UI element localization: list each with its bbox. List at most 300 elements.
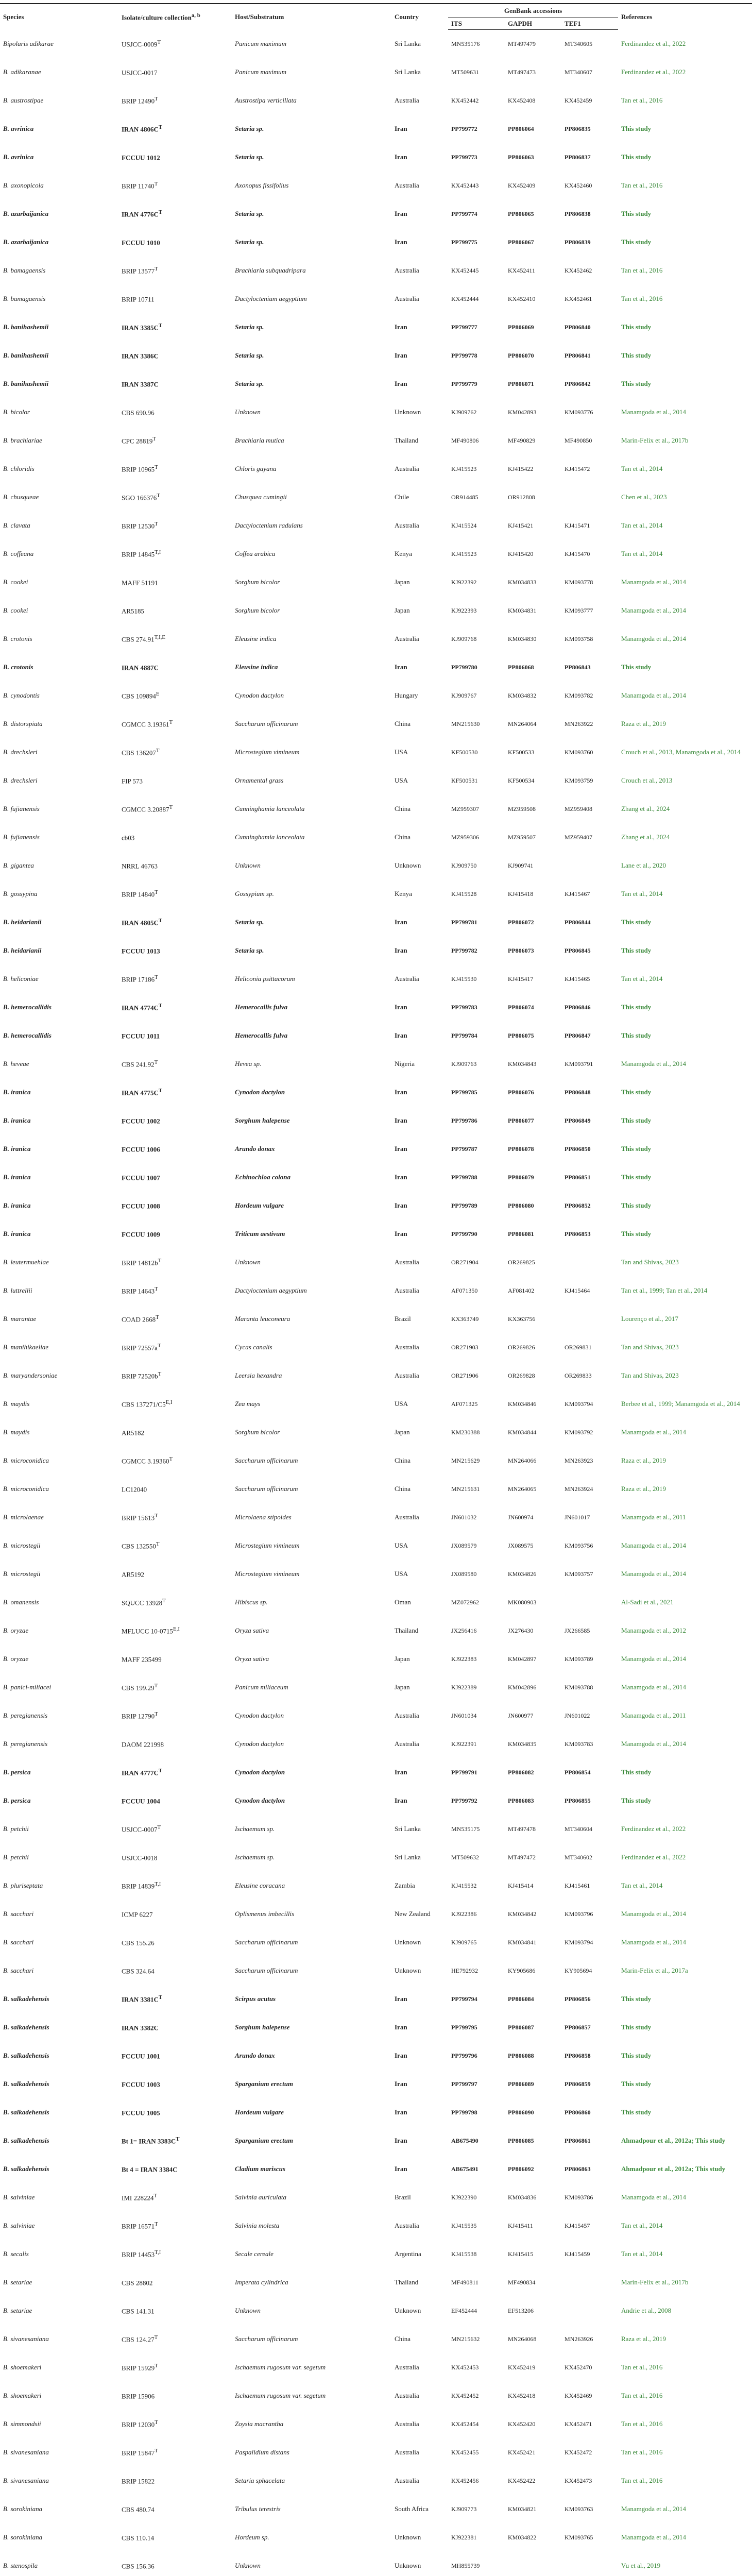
species-cell: B. petchii bbox=[3, 1825, 29, 1833]
reference-cell: Lane et al., 2020 bbox=[621, 861, 666, 869]
tef1-cell: PP806855 bbox=[565, 1797, 591, 1804]
type-marker: T bbox=[155, 889, 158, 895]
isolate-cell bbox=[118, 2070, 232, 2098]
reference-cell: Raza et al., 2019 bbox=[621, 720, 666, 727]
table-row bbox=[0, 2268, 752, 2297]
reference-cell: Chen et al., 2023 bbox=[621, 493, 667, 501]
reference-cell: This study bbox=[621, 1995, 652, 2003]
species-cell: B. setariae bbox=[3, 2307, 32, 2314]
its-cell: KJ909768 bbox=[451, 635, 477, 642]
isolate-cell bbox=[118, 1645, 232, 1673]
host-cell: Hordeum vulgare bbox=[235, 1201, 284, 1209]
its-cell: PP799790 bbox=[451, 1230, 477, 1238]
country-cell: Hungary bbox=[395, 691, 418, 699]
its-cell: PP799797 bbox=[451, 2080, 477, 2088]
gapdh-cell: PP806072 bbox=[508, 918, 534, 926]
host-cell: Triticum aestivum bbox=[235, 1230, 285, 1238]
isolate-cell bbox=[118, 993, 232, 1022]
species-cell: B. setariae bbox=[3, 2278, 32, 2286]
tef1-cell: KM093782 bbox=[565, 691, 593, 699]
host-cell: Setaria sp. bbox=[235, 380, 264, 387]
host-cell: Setaria sp. bbox=[235, 125, 264, 132]
isolate-id: IRAN 4774C bbox=[122, 1004, 159, 1012]
gapdh-cell: KM034832 bbox=[508, 691, 537, 699]
isolate-cell bbox=[118, 568, 232, 597]
table-row bbox=[0, 427, 752, 455]
country-cell: Iran bbox=[395, 2080, 407, 2088]
isolate-cell bbox=[118, 2212, 232, 2240]
table-row bbox=[0, 2098, 752, 2127]
table-row bbox=[0, 2523, 752, 2552]
tef1-cell: KX452473 bbox=[565, 2477, 592, 2484]
species-cell: B. heliconiae bbox=[3, 975, 39, 982]
its-cell: KJ909765 bbox=[451, 1938, 477, 1946]
country-cell: Iran bbox=[395, 2137, 407, 2144]
tef1-cell: KM093796 bbox=[565, 1910, 593, 1918]
gapdh-cell: KJ415421 bbox=[508, 521, 534, 529]
gapdh-cell: PP806088 bbox=[508, 2052, 534, 2059]
isolate-id: USJCC-0007 bbox=[122, 1825, 158, 1834]
country-cell: Iran bbox=[395, 125, 407, 132]
tef1-cell: KM093792 bbox=[565, 1428, 593, 1436]
species-cell: B. sivanesaniana bbox=[3, 2477, 49, 2484]
country-cell: Chile bbox=[395, 493, 409, 501]
table-row bbox=[0, 115, 752, 143]
its-cell: KJ415532 bbox=[451, 1882, 477, 1889]
host-cell: Sorghum halepense bbox=[235, 1116, 290, 1124]
gapdh-cell: PP806068 bbox=[508, 663, 534, 671]
tef1-cell: KM093789 bbox=[565, 1655, 593, 1663]
isolate-cell bbox=[118, 172, 232, 200]
species-cell: B. persica bbox=[3, 1797, 31, 1804]
country-cell: Sri Lanka bbox=[395, 68, 421, 76]
host-cell: Saccharum officinarum bbox=[235, 1485, 298, 1493]
type-marker: T bbox=[157, 1824, 161, 1831]
its-cell: PP799792 bbox=[451, 1797, 477, 1804]
reference-cell: This study bbox=[621, 1031, 652, 1039]
isolate-id: BRIP 15847 bbox=[122, 2449, 155, 2457]
isolate-cell bbox=[118, 1050, 232, 1078]
isolate-cell bbox=[118, 1872, 232, 1900]
country-cell: Japan bbox=[395, 578, 410, 586]
its-cell: KJ922386 bbox=[451, 1910, 477, 1918]
reference-cell: This study bbox=[621, 1797, 652, 1804]
species-cell: B. peregianensis bbox=[3, 1740, 48, 1748]
host-cell: Sparganium erectum bbox=[235, 2137, 294, 2144]
isolate-cell bbox=[118, 540, 232, 568]
reference-cell: Ferdinandez et al., 2022 bbox=[621, 1825, 686, 1833]
gapdh-cell: PP806074 bbox=[508, 1003, 534, 1011]
table-row bbox=[0, 2297, 752, 2325]
isolate-cell bbox=[118, 1900, 232, 1928]
isolate-cell bbox=[118, 2325, 232, 2353]
its-cell: MN215632 bbox=[451, 2335, 480, 2343]
isolate-cell bbox=[118, 1390, 232, 1418]
tef1-cell bbox=[561, 2297, 618, 2325]
type-marker: T bbox=[155, 1710, 158, 1717]
species-cell: B. sorokiniana bbox=[3, 2533, 43, 2541]
country-cell: Australia bbox=[395, 266, 419, 274]
gapdh-cell: PP806064 bbox=[508, 125, 534, 132]
type-marker: T bbox=[152, 435, 156, 442]
isolate-id: BRIP 14840 bbox=[122, 890, 155, 899]
table-row bbox=[0, 1333, 752, 1362]
reference-cell: This study bbox=[621, 380, 652, 387]
table-row bbox=[0, 1985, 752, 2013]
table-row bbox=[0, 1447, 752, 1475]
type-marker: T bbox=[169, 1455, 173, 1462]
tef1-cell bbox=[561, 1305, 618, 1333]
reference-cell: This study bbox=[621, 2052, 652, 2059]
isolate-cell bbox=[118, 483, 232, 512]
host-cell: Cynodon dactylon bbox=[235, 1088, 285, 1096]
country-cell: Kenya bbox=[395, 890, 412, 897]
col-gapdh: GAPDH bbox=[505, 18, 561, 30]
country-cell: Oman bbox=[395, 1598, 411, 1606]
table-row bbox=[0, 2382, 752, 2410]
table-row bbox=[0, 1843, 752, 1872]
table-row bbox=[0, 2212, 752, 2240]
isolate-id: BRIP 12790 bbox=[122, 1712, 155, 1720]
isolate-id: CBS 156.36 bbox=[122, 2562, 155, 2570]
its-cell: KX452444 bbox=[451, 295, 479, 302]
reference-cell: Tan et al., 2014 bbox=[621, 975, 663, 982]
its-cell: MT509631 bbox=[451, 68, 479, 76]
country-cell: New Zealand bbox=[395, 1910, 431, 1918]
reference-cell: Manamgoda et al., 2014 bbox=[621, 578, 687, 586]
table-row bbox=[0, 2438, 752, 2467]
gapdh-cell: PP806080 bbox=[508, 1201, 534, 1209]
table-row bbox=[0, 937, 752, 965]
its-cell: MZ959307 bbox=[451, 805, 479, 812]
its-cell: KJ415523 bbox=[451, 465, 477, 472]
country-cell: Japan bbox=[395, 1683, 410, 1691]
col-country: Country bbox=[391, 4, 448, 30]
host-cell: Echinochloa colona bbox=[235, 1173, 290, 1181]
gapdh-cell: KX452422 bbox=[508, 2477, 536, 2484]
gapdh-cell: KM034842 bbox=[508, 1910, 537, 1918]
its-cell: MN215629 bbox=[451, 1456, 480, 1464]
type-marker: T bbox=[155, 974, 158, 980]
tef1-cell: MT340607 bbox=[565, 68, 592, 76]
isolate-id: IRAN 3382C bbox=[122, 2024, 159, 2032]
host-cell: Chusquea cumingii bbox=[235, 493, 287, 501]
isolate-id: Bt 1= IRAN 3383C bbox=[122, 2137, 176, 2145]
tef1-cell: KX452469 bbox=[565, 2392, 592, 2399]
its-cell: JX256416 bbox=[451, 1626, 477, 1634]
species-cell: B. oryzae bbox=[3, 1626, 29, 1634]
reference-cell: This study bbox=[621, 153, 652, 161]
isolate-id: COAD 2668 bbox=[122, 1315, 156, 1324]
its-cell: MT509632 bbox=[451, 1853, 479, 1861]
isolate-cell bbox=[118, 1447, 232, 1475]
its-cell: PP799786 bbox=[451, 1116, 477, 1124]
reference-cell: Tan et al., 2014 bbox=[621, 2222, 663, 2229]
reference-cell: Andrie et al., 2008 bbox=[621, 2307, 672, 2314]
species-cell: B. crotonis bbox=[3, 663, 33, 671]
reference-cell: This study bbox=[621, 210, 652, 217]
isolate-cell bbox=[118, 795, 232, 823]
host-cell: Cynodon dactylon bbox=[235, 1797, 285, 1804]
tef1-cell: KM093765 bbox=[565, 2533, 593, 2541]
host-cell: Setaria sp. bbox=[235, 323, 264, 331]
country-cell: Thailand bbox=[395, 2278, 419, 2286]
country-cell: Australia bbox=[395, 1740, 419, 1748]
country-cell: Sri Lanka bbox=[395, 1825, 421, 1833]
table-row bbox=[0, 172, 752, 200]
host-cell: Cunninghamia lanceolata bbox=[235, 833, 305, 841]
tef1-cell: MZ959408 bbox=[565, 805, 592, 812]
gapdh-cell: PP806077 bbox=[508, 1116, 534, 1124]
gapdh-cell: KY905686 bbox=[508, 1967, 536, 1974]
tef1-cell: PP806852 bbox=[565, 1201, 591, 1209]
isolate-cell bbox=[118, 342, 232, 370]
table-row bbox=[0, 342, 752, 370]
isolate-id: CBS 137271/C5 bbox=[122, 1400, 166, 1409]
country-cell: Australia bbox=[395, 521, 419, 529]
species-cell: B. iranica bbox=[3, 1201, 31, 1209]
host-cell: Brachiaria subquadripara bbox=[235, 266, 306, 274]
type-marker: T bbox=[158, 322, 163, 329]
gapdh-cell: KM042893 bbox=[508, 408, 537, 416]
its-cell: MN215631 bbox=[451, 1485, 480, 1493]
tef1-cell: KJ415472 bbox=[565, 465, 590, 472]
reference-cell: Manamgoda et al., 2014 bbox=[621, 606, 687, 614]
species-cell: B. marantae bbox=[3, 1315, 37, 1323]
host-cell: Salvinia molesta bbox=[235, 2222, 280, 2229]
species-cell: B. salviniae bbox=[3, 2222, 35, 2229]
its-cell: MF490811 bbox=[451, 2278, 478, 2286]
host-cell: Ornamental grass bbox=[235, 776, 284, 784]
isolate-id: BRIP 15613 bbox=[122, 1514, 155, 1522]
its-cell: KJ909762 bbox=[451, 408, 477, 416]
gapdh-cell: MF490829 bbox=[508, 436, 536, 444]
host-cell: Zea mays bbox=[235, 1400, 261, 1408]
reference-cell: Ahmadpour et al., 2012a; This study bbox=[621, 2165, 726, 2173]
isolate-cell bbox=[118, 2240, 232, 2268]
type-marker: T bbox=[176, 2136, 180, 2142]
tef1-cell: KY905694 bbox=[565, 1967, 592, 1974]
isolate-cell bbox=[118, 2268, 232, 2297]
gapdh-cell: KM034831 bbox=[508, 606, 537, 614]
its-cell: KX452453 bbox=[451, 2363, 479, 2371]
species-cell: B. iranica bbox=[3, 1145, 31, 1153]
species-cell: B. omanensis bbox=[3, 1598, 39, 1606]
host-cell: Eleusine indica bbox=[235, 635, 277, 642]
species-cell: B. avrinica bbox=[3, 153, 34, 161]
table-row bbox=[0, 1163, 752, 1192]
isolate-id: IRAN 3385C bbox=[122, 324, 159, 332]
isolate-id: FCCUU 1003 bbox=[122, 2080, 160, 2089]
reference-cell: Raza et al., 2019 bbox=[621, 1456, 666, 1464]
table-row bbox=[0, 1532, 752, 1560]
reference-cell: Manamgoda et al., 2011 bbox=[621, 1711, 686, 1719]
gapdh-cell: PP806065 bbox=[508, 210, 534, 217]
type-marker: E bbox=[156, 690, 160, 697]
tef1-cell: KM093756 bbox=[565, 1541, 593, 1549]
species-cell: B. panici-miliacei bbox=[3, 1683, 52, 1691]
table-row bbox=[0, 1503, 752, 1532]
host-cell: Setaria sp. bbox=[235, 918, 264, 926]
species-cell: B. gigantea bbox=[3, 861, 34, 869]
isolate-cell bbox=[118, 2382, 232, 2410]
species-cell: B. banihashemii bbox=[3, 351, 49, 359]
host-cell: Microstegium vimineum bbox=[235, 1541, 300, 1549]
its-cell: KX452452 bbox=[451, 2392, 479, 2399]
host-cell: Maranta leuconeura bbox=[235, 1315, 290, 1323]
type-marker: T bbox=[155, 1285, 158, 1292]
gapdh-cell: PP806063 bbox=[508, 153, 534, 161]
its-cell: JX089579 bbox=[451, 1541, 477, 1549]
isolate-cell bbox=[118, 1192, 232, 1220]
isolate-id: BRIP 14643 bbox=[122, 1287, 155, 1295]
gapdh-cell: PP806083 bbox=[508, 1797, 534, 1804]
table-row bbox=[0, 1305, 752, 1333]
species-cell: B. salviniae bbox=[3, 2193, 35, 2201]
its-cell: KJ415535 bbox=[451, 2222, 477, 2229]
tef1-cell bbox=[561, 483, 618, 512]
isolate-cell bbox=[118, 937, 232, 965]
isolate-id: SGO 166376 bbox=[122, 494, 157, 502]
reference-cell: Zhang et al., 2024 bbox=[621, 833, 670, 841]
host-cell: Setaria sp. bbox=[235, 153, 264, 161]
type-marker: T bbox=[155, 520, 158, 527]
type-marker: T bbox=[154, 1059, 158, 1065]
isolate-id: CBS 324.64 bbox=[122, 1967, 155, 1975]
isolate-id: cb03 bbox=[122, 834, 135, 842]
reference-cell: Manamgoda et al., 2011 bbox=[621, 1513, 686, 1521]
its-cell: MZ959306 bbox=[451, 833, 479, 841]
gapdh-cell: OR912808 bbox=[508, 493, 535, 501]
host-cell: Panicum maximum bbox=[235, 68, 287, 76]
gapdh-cell: EF513206 bbox=[508, 2307, 534, 2314]
gapdh-cell: KM034844 bbox=[508, 1428, 537, 1436]
tef1-cell: PP806847 bbox=[565, 1031, 591, 1039]
type-marker: T bbox=[157, 1342, 161, 1349]
host-cell: Sorghum bicolor bbox=[235, 578, 280, 586]
isolate-cell bbox=[118, 2297, 232, 2325]
tef1-cell: PP806839 bbox=[565, 238, 591, 246]
host-cell: Gossypium sp. bbox=[235, 890, 274, 897]
type-marker: T bbox=[157, 492, 160, 499]
country-cell: Iran bbox=[395, 1995, 407, 2003]
isolate-cell bbox=[118, 965, 232, 993]
col-references: References bbox=[618, 4, 752, 30]
host-cell: Oryza sativa bbox=[235, 1626, 269, 1634]
reference-cell: Lourenço et al., 2017 bbox=[621, 1315, 678, 1323]
isolate-cell bbox=[118, 2410, 232, 2438]
table-row bbox=[0, 1022, 752, 1050]
table-row bbox=[0, 1220, 752, 1248]
reference-cell: Manamgoda et al., 2014 bbox=[621, 1910, 687, 1918]
table-row bbox=[0, 823, 752, 852]
table-row bbox=[0, 540, 752, 568]
type-marker: T bbox=[156, 1540, 160, 1547]
tef1-cell: OR269831 bbox=[565, 1343, 592, 1351]
reference-cell: Manamgoda et al., 2014 bbox=[621, 2193, 687, 2201]
isolate-cell bbox=[118, 682, 232, 710]
gapdh-cell: JX276430 bbox=[508, 1626, 534, 1634]
host-cell: Unknown bbox=[235, 861, 261, 869]
host-cell: Zoysia macrantha bbox=[235, 2420, 284, 2428]
gapdh-cell: PP806087 bbox=[508, 2023, 534, 2031]
country-cell: China bbox=[395, 1485, 411, 1493]
country-cell: USA bbox=[395, 1570, 408, 1578]
host-cell: Hordeum vulgare bbox=[235, 2108, 284, 2116]
type-marker: T bbox=[155, 1512, 158, 1519]
isolate-cell bbox=[118, 1305, 232, 1333]
type-marker: T bbox=[153, 2192, 158, 2199]
country-cell: Iran bbox=[395, 1145, 407, 1153]
species-cell: B. adikaranae bbox=[3, 68, 41, 76]
table-row bbox=[0, 1702, 752, 1730]
table-row bbox=[0, 2353, 752, 2382]
isolate-cell bbox=[118, 2127, 232, 2155]
country-cell: Iran bbox=[395, 1201, 407, 1209]
gapdh-cell: PP806085 bbox=[508, 2137, 534, 2144]
isolate-id: CBS 110.14 bbox=[122, 2534, 155, 2542]
table-row bbox=[0, 2013, 752, 2042]
isolate-id: FIP 573 bbox=[122, 777, 143, 785]
isolate-cell bbox=[118, 1277, 232, 1305]
species-cell: B. crotonis bbox=[3, 635, 32, 642]
table-row bbox=[0, 1418, 752, 1447]
species-cell: B. cookei bbox=[3, 606, 28, 614]
table-row bbox=[0, 1390, 752, 1418]
reference-cell: This study bbox=[621, 2023, 652, 2031]
gapdh-cell bbox=[505, 2552, 561, 2576]
col-genbank: GenBank accessions bbox=[448, 4, 618, 18]
isolate-cell bbox=[118, 2042, 232, 2070]
reference-cell: Manamgoda et al., 2014 bbox=[621, 1740, 687, 1748]
gapdh-cell: OR269828 bbox=[508, 1371, 535, 1379]
species-cell: B. coffeana bbox=[3, 550, 34, 557]
isolate-cell bbox=[118, 455, 232, 483]
reference-cell: Al-Sadi et al., 2021 bbox=[621, 1598, 674, 1606]
species-cell: B. maryandersoniae bbox=[3, 1371, 58, 1379]
isolate-id: IRAN 4775C bbox=[122, 1089, 159, 1097]
reference-cell: This study bbox=[621, 946, 652, 954]
isolate-cell bbox=[118, 1617, 232, 1645]
country-cell: Iran bbox=[395, 1116, 407, 1124]
isolate-cell bbox=[118, 1503, 232, 1532]
isolate-id: IRAN 4805C bbox=[122, 919, 159, 927]
country-cell: Australia bbox=[395, 2477, 419, 2484]
type-marker: T bbox=[155, 2362, 158, 2369]
tef1-cell: MZ959407 bbox=[565, 833, 592, 841]
its-cell: KJ922392 bbox=[451, 578, 477, 586]
gapdh-cell: KX452421 bbox=[508, 2448, 536, 2456]
its-cell: PP799787 bbox=[451, 1145, 477, 1153]
isolate-cell bbox=[118, 2552, 232, 2576]
isolate-id: IRAN 3387C bbox=[122, 380, 159, 388]
tef1-cell: MT340602 bbox=[565, 1853, 592, 1861]
type-marker: T bbox=[155, 95, 158, 102]
its-cell: AF071325 bbox=[451, 1400, 478, 1408]
species-cell: B. sorokiniana bbox=[3, 2505, 43, 2513]
host-cell: Hemerocallis fulva bbox=[235, 1031, 288, 1039]
country-cell: Japan bbox=[395, 1655, 410, 1663]
host-cell: Ischaemum rugosum var. segetum bbox=[235, 2363, 326, 2371]
table-row bbox=[0, 143, 752, 172]
its-cell: KX363749 bbox=[451, 1315, 479, 1323]
country-cell: Australia bbox=[395, 635, 419, 642]
gapdh-cell: PP806078 bbox=[508, 1145, 534, 1153]
table-row bbox=[0, 87, 752, 115]
reference-cell: This study bbox=[621, 1003, 652, 1011]
host-cell: Panicum maximum bbox=[235, 40, 287, 47]
gapdh-cell: PP806075 bbox=[508, 1031, 534, 1039]
